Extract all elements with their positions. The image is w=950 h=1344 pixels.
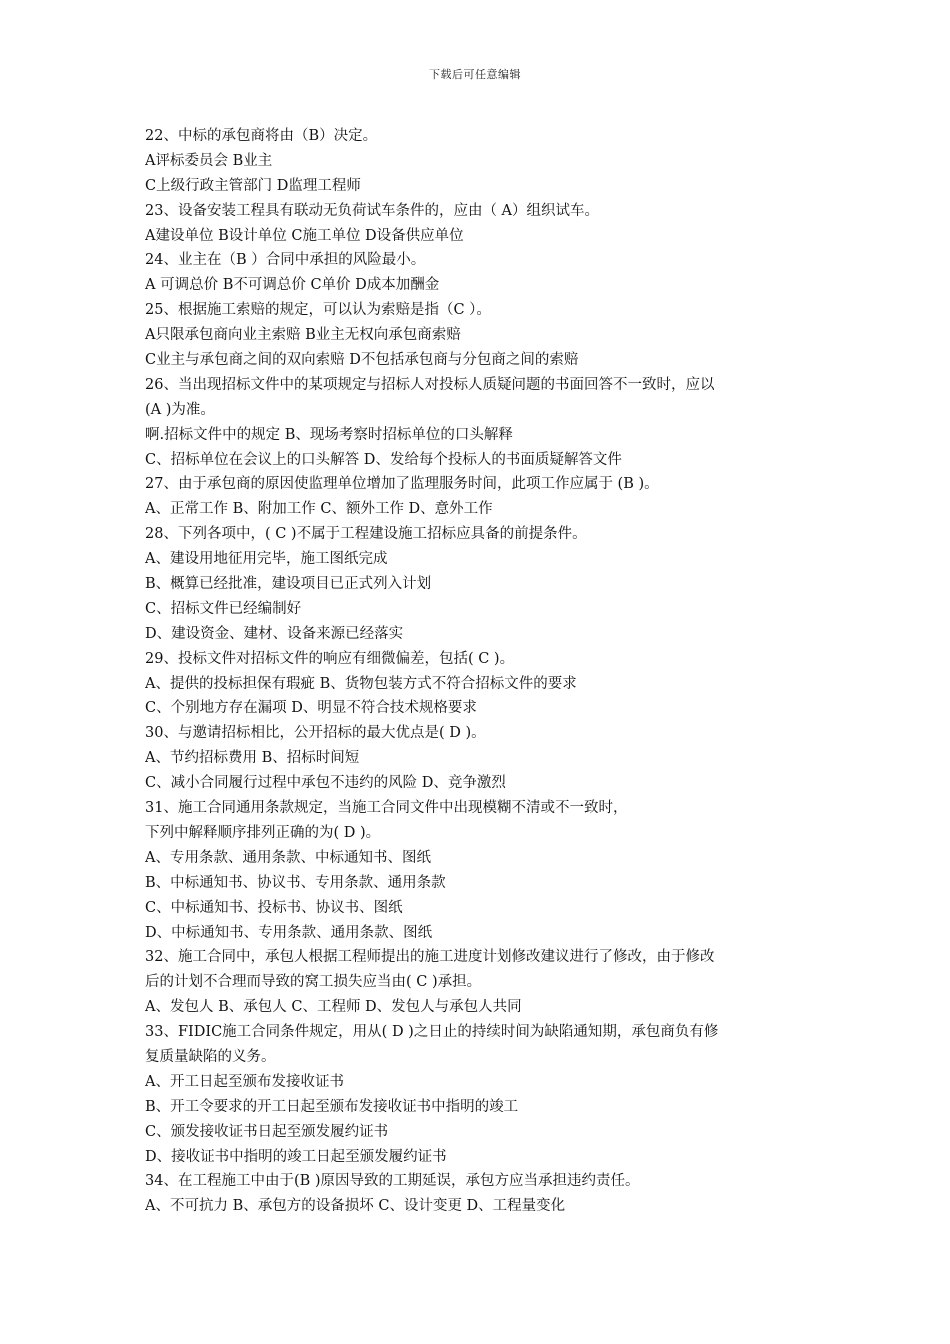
text-line: B、中标通知书、协议书、专用条款、通用条款: [145, 874, 446, 891]
text-line: 25、根据施工索赔的规定，可以认为索赔是指（C ）。: [145, 302, 491, 319]
text-line: 30、与邀请招标相比，公开招标的最大优点是( D )。: [145, 725, 486, 742]
text-line: (A )为准。: [145, 401, 215, 418]
text-line: A、提供的投标担保有瑕疵 B、货物包装方式不符合招标文件的要求: [145, 675, 577, 692]
document-body: [145, 124, 815, 1219]
text-line: A、开工日起至颁布发接收证书: [145, 1073, 344, 1090]
text-line: C、减小合同履行过程中承包不违约的风险 D、竞争激烈: [145, 775, 506, 792]
text-line: 34、在工程施工中由于(B )原因导致的工期延误，承包方应当承担违约责任。: [145, 1173, 640, 1190]
text-line: D、接收证书中指明的竣工日起至颁发履约证书: [145, 1148, 447, 1165]
text-line: A只限承包商向业主索赔 B业主无权向承包商索赔: [145, 327, 461, 344]
text-line: C、颁发接收证书日起至颁发履约证书: [145, 1123, 389, 1140]
text-line: A 可调总价 B不可调总价 C单价 D成本加酬金: [145, 277, 440, 294]
text-line: 复质量缺陷的义务。: [145, 1048, 276, 1065]
text-line: 32、施工合同中，承包人根据工程师提出的施工进度计划修改建议进行了修改，由于修改: [145, 949, 715, 966]
text-line: 27、由于承包商的原因使监理单位增加了监理服务时间，此项工作应属于 (B )。: [145, 476, 659, 493]
text-line: B、概算已经批准，建设项目已正式列入计划: [145, 576, 432, 593]
text-line: B、开工令要求的开工日起至颁布发接收证书中指明的竣工: [145, 1098, 519, 1115]
text-line: A、不可抗力 B、承包方的设备损坏 C、设计变更 D、工程量变化: [145, 1198, 566, 1215]
text-line: D、中标通知书、专用条款、通用条款、图纸: [145, 924, 433, 941]
text-line: A建设单位 B设计单位 C施工单位 D设备供应单位: [145, 227, 464, 244]
text-line: 23、设备安装工程具有联动无负荷试车条件的，应由（ A）组织试车。: [145, 202, 600, 219]
text-line: 啊.招标文件中的规定 B、现场考察时招标单位的口头解释: [145, 426, 513, 443]
text-line: A、节约招标费用 B、招标时间短: [145, 750, 360, 767]
page-header: 下载后可任意编辑: [429, 68, 521, 81]
text-line: 33、FIDIC施工合同条件规定，用从( D )之日止的持续时间为缺陷通知期，承包商负有修: [145, 1024, 719, 1041]
text-line: A、专用条款、通用条款、中标通知书、图纸: [145, 849, 431, 866]
text-line: D、建设资金、建材、设备来源已经落实: [145, 625, 404, 642]
text-line: 28、下列各项中，( C )不属于工程建设施工招标应具备的前提条件。: [145, 526, 587, 543]
text-line: C、招标单位在会议上的口头解答 D、发给每个投标人的书面质疑解答文件: [145, 451, 622, 468]
text-line: A评标委员会 B业主: [145, 152, 273, 169]
text-line: 29、投标文件对招标文件的响应有细微偏差，包括( C )。: [145, 650, 515, 667]
text-line: C、个别地方存在漏项 D、明显不符合技术规格要求: [145, 700, 477, 717]
text-line: A、建设用地征用完毕，施工图纸完成: [145, 551, 388, 568]
text-line: A、发包人 B、承包人 C、工程师 D、发包人与承包人共同: [145, 999, 522, 1016]
text-line: 后的计划不合理而导致的窝工损失应当由( C )承担。: [145, 974, 482, 991]
text-line: C上级行政主管部门 D监理工程师: [145, 177, 361, 194]
text-line: 26、当出现招标文件中的某项规定与招标人对投标人质疑问题的书面回答不一致时，应以: [145, 376, 715, 393]
text-line: A、正常工作 B、附加工作 C、额外工作 D、意外工作: [145, 501, 493, 518]
text-line: C、中标通知书、投标书、协议书、图纸: [145, 899, 403, 916]
text-line: 下列中解释顺序排列正确的为( D )。: [145, 824, 381, 841]
text-line: 31、施工合同通用条款规定，当施工合同文件中出现模糊不清或不一致时，: [145, 800, 628, 817]
text-line: C、招标文件已经编制好: [145, 600, 302, 617]
text-line: 22、中标的承包商将由（B）决定。: [145, 128, 378, 144]
text-line: C业主与承包商之间的双向索赔 D不包括承包商与分包商之间的索赔: [145, 352, 579, 369]
text-line: 24、业主在（B ）合同中承担的风险最小。: [145, 252, 426, 269]
